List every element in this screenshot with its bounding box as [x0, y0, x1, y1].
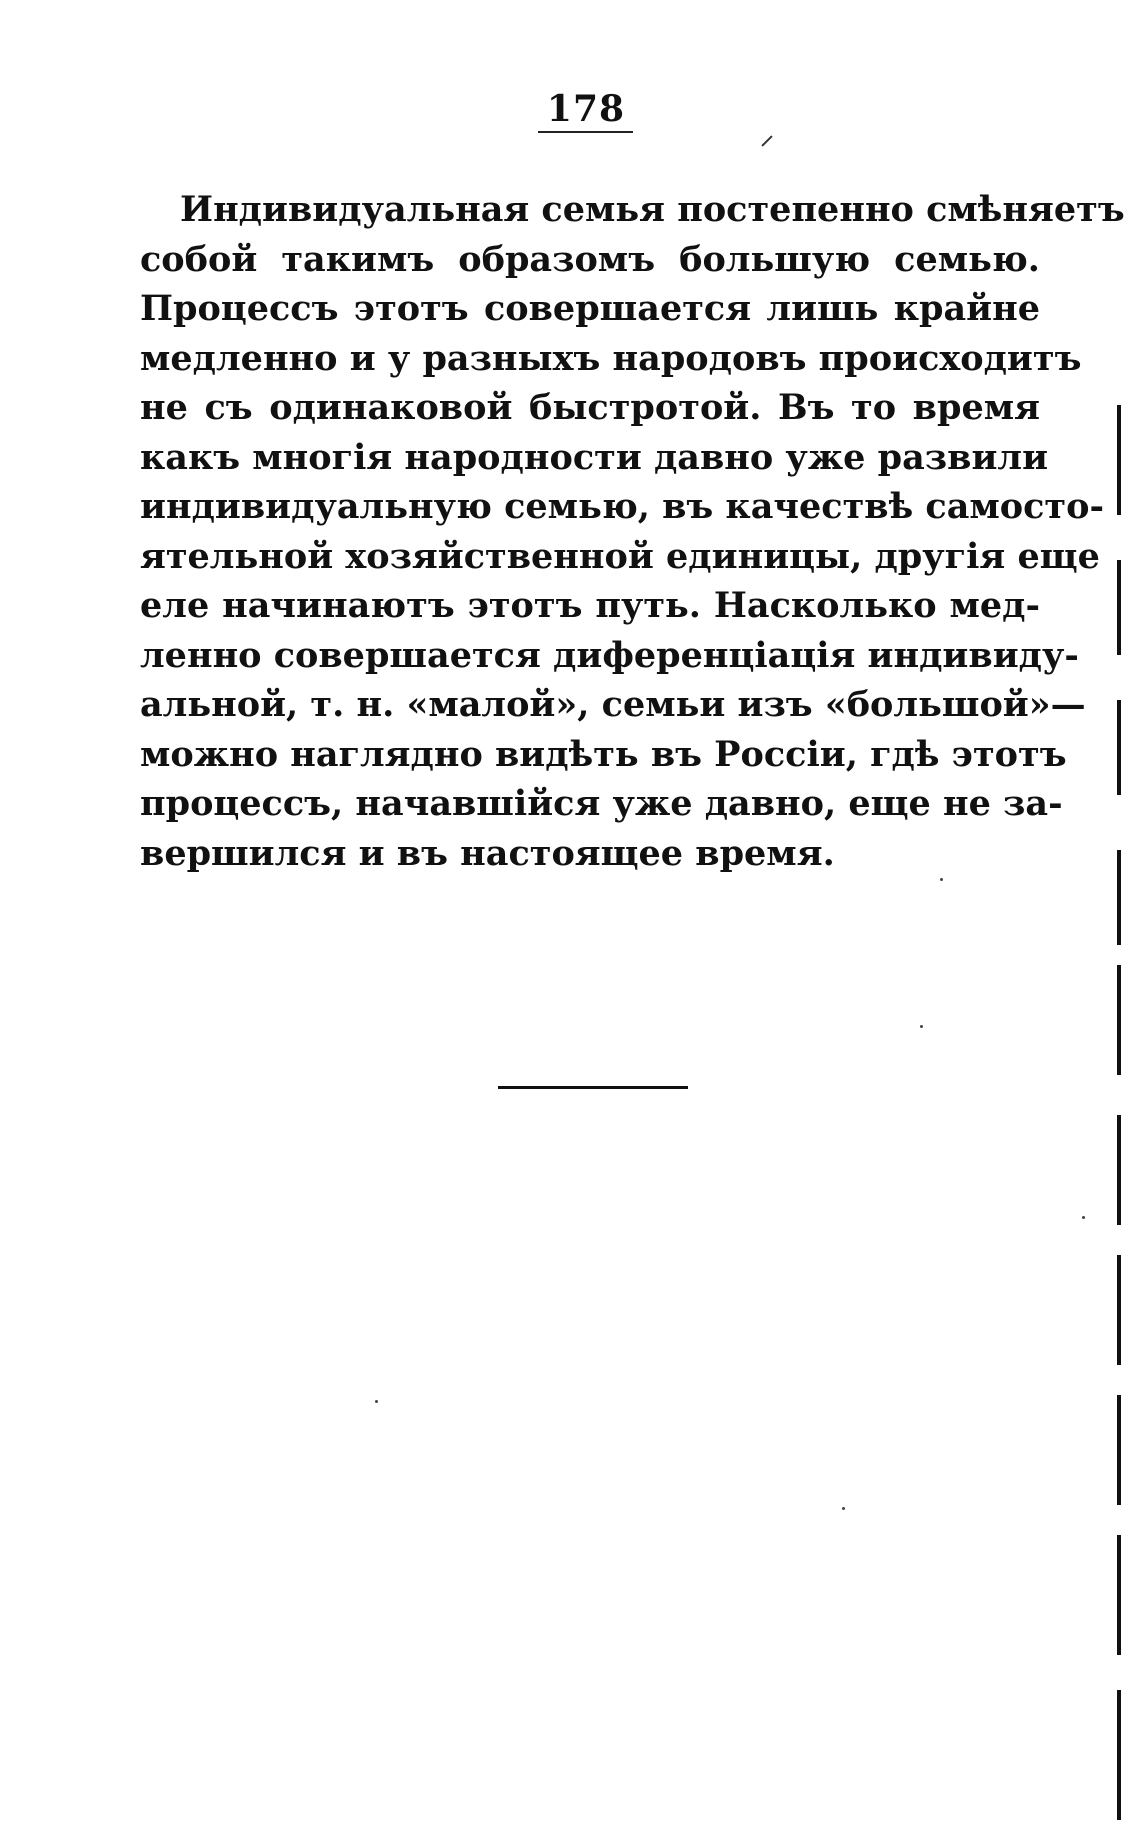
- page-edge-mark: [1117, 1395, 1121, 1505]
- paragraph: [140, 185, 1125, 878]
- page-edge-mark: [1117, 965, 1121, 1075]
- scan-speck: [375, 1400, 378, 1403]
- page-edge-mark: [1117, 850, 1121, 945]
- paragraph-line: Процессъ этотъ совершается лишь крайне: [140, 288, 1040, 329]
- page-number-underline: [538, 131, 633, 133]
- paragraph-line: альной, т. н. «малой», семьи изъ «большой»—: [140, 684, 1086, 725]
- paragraph-line: собой такимъ образомъ большую семью.: [140, 238, 1040, 280]
- paragraph-line: вершился и въ настоящее время.: [140, 832, 835, 874]
- paragraph-line: индивидуальную семью, въ качествѣ самосто-: [140, 486, 1104, 527]
- scan-speck: [1082, 1216, 1085, 1219]
- page-number: 178: [546, 88, 626, 130]
- section-end-rule: [498, 1086, 688, 1089]
- page-edge-mark: [1117, 1690, 1121, 1820]
- page-edge-mark: [1117, 405, 1121, 515]
- paragraph-line: какъ многія народности давно уже развили: [140, 436, 1049, 478]
- scan-speck: [920, 1025, 923, 1028]
- stray-pen-mark: [761, 135, 772, 146]
- paragraph-line: ленно совершается диференціація индивиду-: [140, 634, 1079, 676]
- paragraph-line: еле начинаютъ этотъ путь. Насколько мед-: [140, 585, 1040, 626]
- page-edge-mark: [1117, 700, 1121, 795]
- scan-speck: [842, 1507, 845, 1510]
- paragraph-line: процессъ, начавшійся уже давно, еще не за-: [140, 783, 1063, 824]
- page-edge-mark: [1117, 560, 1121, 655]
- paragraph-line: можно наглядно видѣть въ Россіи, гдѣ этотъ: [140, 733, 1067, 775]
- scan-speck: [940, 878, 943, 881]
- page-edge-mark: [1117, 1115, 1121, 1225]
- paragraph-line: медленно и у разныхъ народовъ происходитъ: [140, 337, 1082, 379]
- paragraph-line: ятельной хозяйственной единицы, другія еще: [140, 535, 1100, 577]
- paragraph-line: не съ одинаковой быстротой. Въ то время: [140, 387, 1040, 428]
- paragraph-line: Индивидуальная семья постепенно смѣняетъ: [180, 189, 1125, 230]
- page-edge-mark: [1117, 1535, 1121, 1655]
- page-edge-mark: [1117, 1255, 1121, 1365]
